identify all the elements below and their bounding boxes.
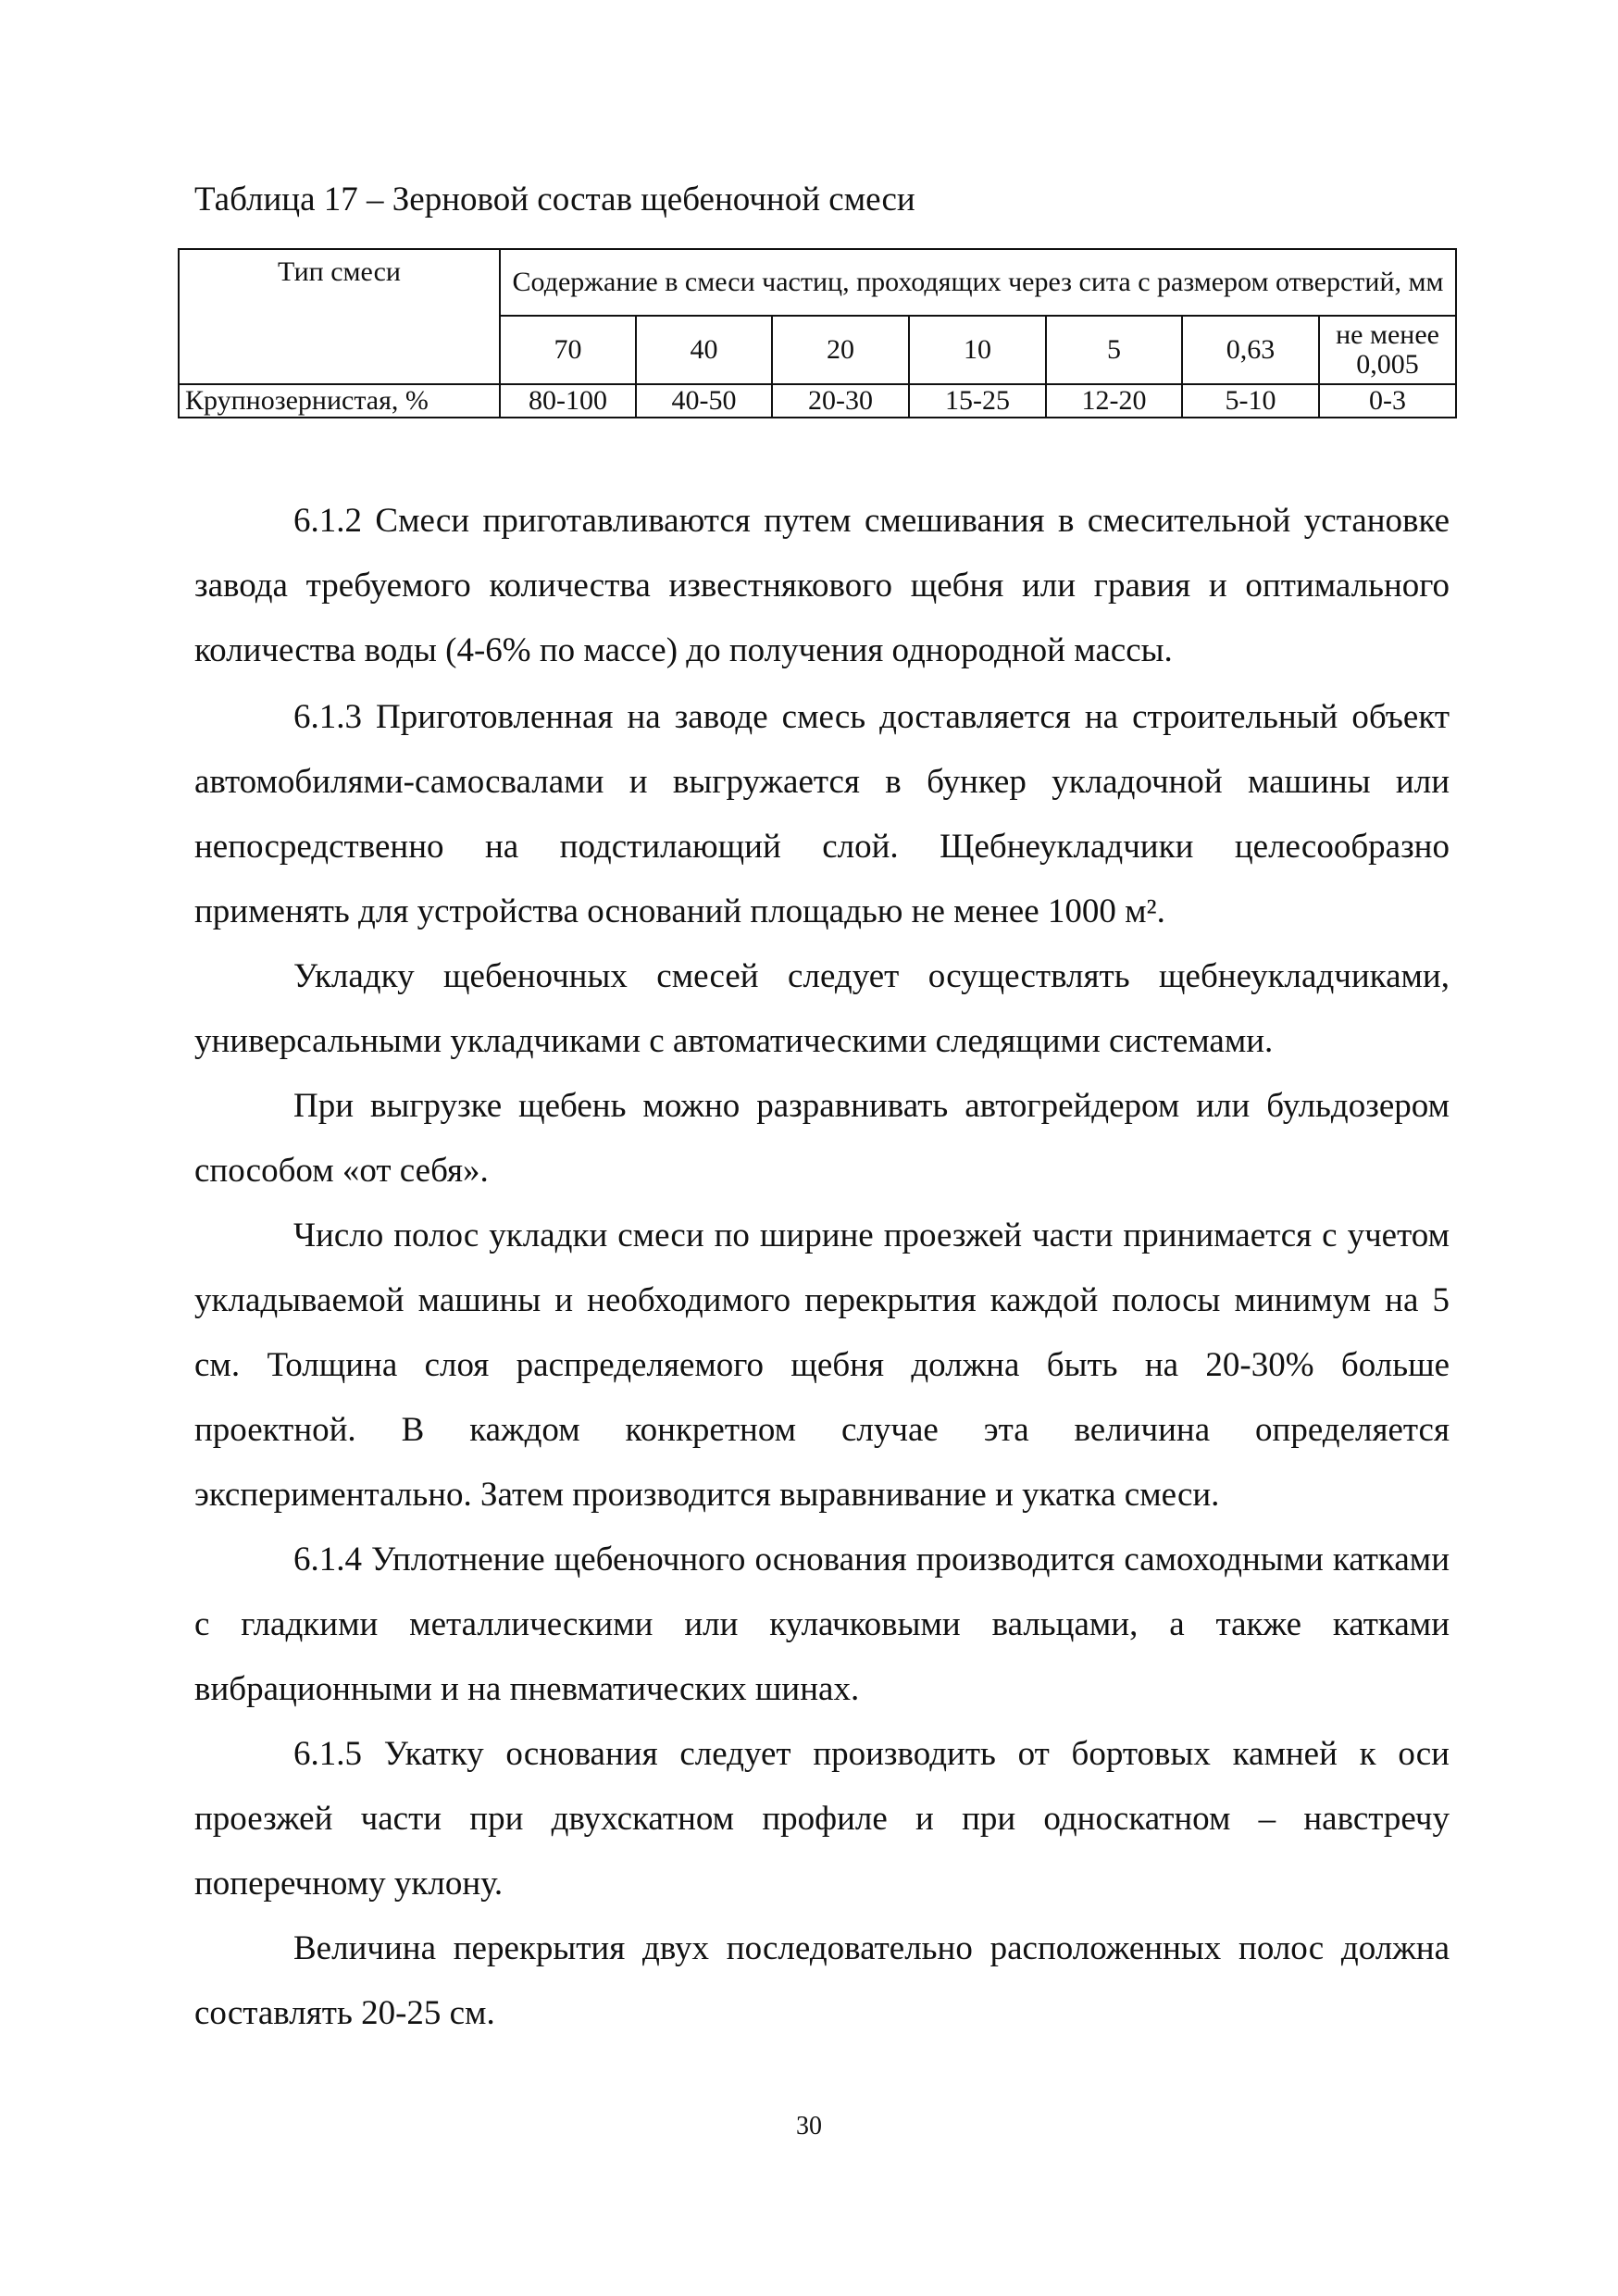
paragraph-laying: Укладку щебеночных смесей следует осуществлять щебнеукладчиками, универсальными укладчиками с автоматическими следящими системами. (194, 957, 1450, 1060)
paragraph-6-1-4: 6.1.4 Уплотнение щебеночного основания производится самоходными катками с гладкими металлическими или кулачковыми вальцами, а также катками вибрационными и на пневматических шинах. (194, 1541, 1450, 1708)
paragraph-overlap: Величина перекрытия двух последовательно расположенных полос должна составлять 20-25 см. (194, 1929, 1450, 2032)
paragraph-6-1-2: 6.1.2 Смеси приготавливаются путем смешивания в смесительной установке завода требуемого количества известнякового щебня или гравия и оптимального количества воды (4-6% по массе) до получения однородной массы. (194, 502, 1450, 669)
paragraph-6-1-3: 6.1.3 Приготовленная на заводе смесь доставляется на строительный объект автомобилями-самосвалами и выгружается в бункер укладочной машины или непосредственно на подстилающий слой. Щебнеукладчики целесообразно применять для устройства оснований площадью не менее 1000 м². (194, 698, 1450, 930)
sieve-size-cell: не менее 0,005 (1319, 316, 1456, 384)
paragraph-lanes: Число полос укладки смеси по ширине проезжей части принимается с учетом укладываемой машины и необходимого перекрытия каждой полосы минимум на 5 см. Толщина слоя распределяемого щебня должна быть на 20-30% больше проектной. В каждом конкретном случае эта величина определяется экспериментально. Затем производится выравнивание и укатка смеси. (194, 1217, 1450, 1514)
sieve-size-cell: 5 (1046, 316, 1182, 384)
sieve-size-cell: 20 (772, 316, 909, 384)
sieve-size-cell: 0,63 (1182, 316, 1319, 384)
page-number: 30 (796, 2112, 822, 2140)
table-cell: 15-25 (909, 384, 1046, 418)
table-cell: 40-50 (636, 384, 772, 418)
paragraph-unloading: При выгрузке щебень можно разравнивать автогрейдером или бульдозером способом «от себя». (194, 1087, 1450, 1190)
table-cell: 80-100 (500, 384, 636, 418)
table-row (179, 384, 1456, 418)
table-cell: 5-10 (1182, 384, 1319, 418)
table-cell: 0-3 (1319, 384, 1456, 418)
sieve-size-cell: 70 (500, 316, 636, 384)
table-header-row (179, 249, 1456, 316)
sieve-size-cell: 40 (636, 316, 772, 384)
body-text (194, 489, 1450, 2046)
mix-type-header: Тип смеси (179, 249, 500, 384)
row-label-coarse: Крупнозернистая, % (179, 384, 500, 418)
table-cell: 20-30 (772, 384, 909, 418)
sieve-content-header: Содержание в смеси частиц, проходящих через сита с размером отверстий, мм (500, 249, 1456, 316)
table-caption: Таблица 17 – Зерновой состав щебеночной смеси (194, 181, 915, 218)
table-cell: 12-20 (1046, 384, 1182, 418)
grain-composition-table (178, 248, 1457, 418)
sieve-size-cell: 10 (909, 316, 1046, 384)
paragraph-6-1-5: 6.1.5 Укатку основания следует производить от бортовых камней к оси проезжей части при двухскатном профиле и при односкатном – навстречу поперечному уклону. (194, 1735, 1450, 1903)
